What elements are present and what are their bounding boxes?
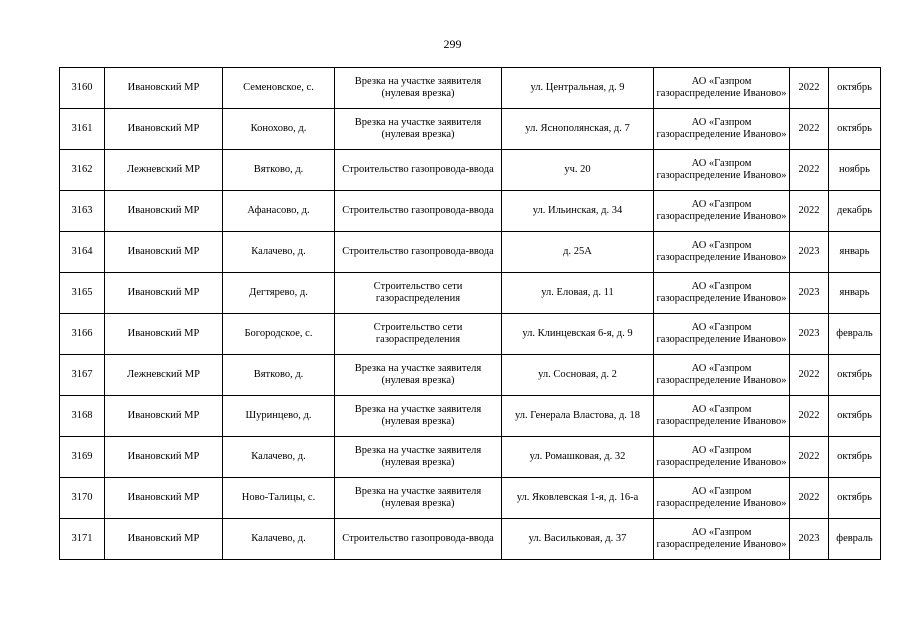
table-row [60,314,881,355]
row-number: 3168 [60,396,105,437]
table-row [60,478,881,519]
district-cell: Ивановский МР [105,519,223,560]
month-cell: февраль [829,314,881,355]
gasification-table [59,67,881,560]
address-cell: уч. 20 [502,150,654,191]
address-cell: ул. Еловая, д. 11 [502,273,654,314]
locality-cell: Богородское, с. [223,314,335,355]
district-cell: Лежневский МР [105,355,223,396]
locality-cell: Семеновское, с. [223,68,335,109]
district-cell: Ивановский МР [105,478,223,519]
table-row [60,68,881,109]
work-type-cell: Врезка на участке заявителя (нулевая врезка) [335,478,502,519]
locality-cell: Калачево, д. [223,519,335,560]
work-type-cell: Врезка на участке заявителя (нулевая врезка) [335,355,502,396]
address-cell: ул. Ромашковая, д. 32 [502,437,654,478]
row-number: 3161 [60,109,105,150]
district-cell: Ивановский МР [105,314,223,355]
month-cell: январь [829,232,881,273]
table-row [60,519,881,560]
work-type-cell: Строительство газопровода-ввода [335,150,502,191]
row-number: 3169 [60,437,105,478]
year-cell: 2022 [790,109,829,150]
month-cell: октябрь [829,396,881,437]
row-number: 3162 [60,150,105,191]
address-cell: ул. Клинцевская 6-я, д. 9 [502,314,654,355]
organization-cell: АО «Газпром газораспределение Иваново» [654,68,790,109]
row-number: 3163 [60,191,105,232]
work-type-cell: Врезка на участке заявителя (нулевая врезка) [335,437,502,478]
page-number: 299 [443,37,462,51]
work-type-cell: Строительство газопровода-ввода [335,519,502,560]
work-type-cell: Врезка на участке заявителя (нулевая врезка) [335,396,502,437]
year-cell: 2022 [790,191,829,232]
organization-cell: АО «Газпром газораспределение Иваново» [654,478,790,519]
work-type-cell: Строительство сети газораспределения [335,273,502,314]
month-cell: октябрь [829,68,881,109]
locality-cell: Шуринцево, д. [223,396,335,437]
district-cell: Ивановский МР [105,273,223,314]
table-row [60,273,881,314]
locality-cell: Конохово, д. [223,109,335,150]
locality-cell: Дегтярево, д. [223,273,335,314]
row-number: 3165 [60,273,105,314]
month-cell: октябрь [829,437,881,478]
year-cell: 2022 [790,68,829,109]
year-cell: 2023 [790,273,829,314]
organization-cell: АО «Газпром газораспределение Иваново» [654,109,790,150]
district-cell: Ивановский МР [105,396,223,437]
work-type-cell: Врезка на участке заявителя (нулевая врезка) [335,68,502,109]
year-cell: 2023 [790,314,829,355]
district-cell: Ивановский МР [105,109,223,150]
table-row [60,355,881,396]
row-number: 3166 [60,314,105,355]
year-cell: 2022 [790,437,829,478]
work-type-cell: Врезка на участке заявителя (нулевая врезка) [335,109,502,150]
locality-cell: Вятково, д. [223,150,335,191]
month-cell: ноябрь [829,150,881,191]
address-cell: ул. Васильковая, д. 37 [502,519,654,560]
work-type-cell: Строительство газопровода-ввода [335,232,502,273]
row-number: 3160 [60,68,105,109]
locality-cell: Афанасово, д. [223,191,335,232]
month-cell: октябрь [829,478,881,519]
month-cell: февраль [829,519,881,560]
organization-cell: АО «Газпром газораспределение Иваново» [654,232,790,273]
locality-cell: Калачево, д. [223,232,335,273]
district-cell: Ивановский МР [105,437,223,478]
table-row [60,396,881,437]
locality-cell: Калачево, д. [223,437,335,478]
year-cell: 2022 [790,478,829,519]
year-cell: 2022 [790,150,829,191]
address-cell: ул. Генерала Властова, д. 18 [502,396,654,437]
organization-cell: АО «Газпром газораспределение Иваново» [654,519,790,560]
table-row [60,232,881,273]
district-cell: Лежневский МР [105,150,223,191]
address-cell: ул. Яснополянская, д. 7 [502,109,654,150]
table-row [60,191,881,232]
address-cell: ул. Сосновая, д. 2 [502,355,654,396]
locality-cell: Вятково, д. [223,355,335,396]
year-cell: 2023 [790,232,829,273]
month-cell: январь [829,273,881,314]
district-cell: Ивановский МР [105,68,223,109]
organization-cell: АО «Газпром газораспределение Иваново» [654,396,790,437]
year-cell: 2022 [790,396,829,437]
organization-cell: АО «Газпром газораспределение Иваново» [654,355,790,396]
district-cell: Ивановский МР [105,191,223,232]
row-number: 3171 [60,519,105,560]
locality-cell: Ново-Талицы, с. [223,478,335,519]
table-row [60,150,881,191]
work-type-cell: Строительство сети газораспределения [335,314,502,355]
year-cell: 2022 [790,355,829,396]
organization-cell: АО «Газпром газораспределение Иваново» [654,437,790,478]
district-cell: Ивановский МР [105,232,223,273]
month-cell: октябрь [829,109,881,150]
row-number: 3170 [60,478,105,519]
year-cell: 2023 [790,519,829,560]
organization-cell: АО «Газпром газораспределение Иваново» [654,273,790,314]
organization-cell: АО «Газпром газораспределение Иваново» [654,191,790,232]
table-row [60,109,881,150]
address-cell: д. 25А [502,232,654,273]
organization-cell: АО «Газпром газораспределение Иваново» [654,314,790,355]
address-cell: ул. Ильинская, д. 34 [502,191,654,232]
work-type-cell: Строительство газопровода-ввода [335,191,502,232]
month-cell: октябрь [829,355,881,396]
organization-cell: АО «Газпром газораспределение Иваново» [654,150,790,191]
month-cell: декабрь [829,191,881,232]
address-cell: ул. Яковлевская 1-я, д. 16-а [502,478,654,519]
row-number: 3164 [60,232,105,273]
address-cell: ул. Центральная, д. 9 [502,68,654,109]
table-row [60,437,881,478]
row-number: 3167 [60,355,105,396]
